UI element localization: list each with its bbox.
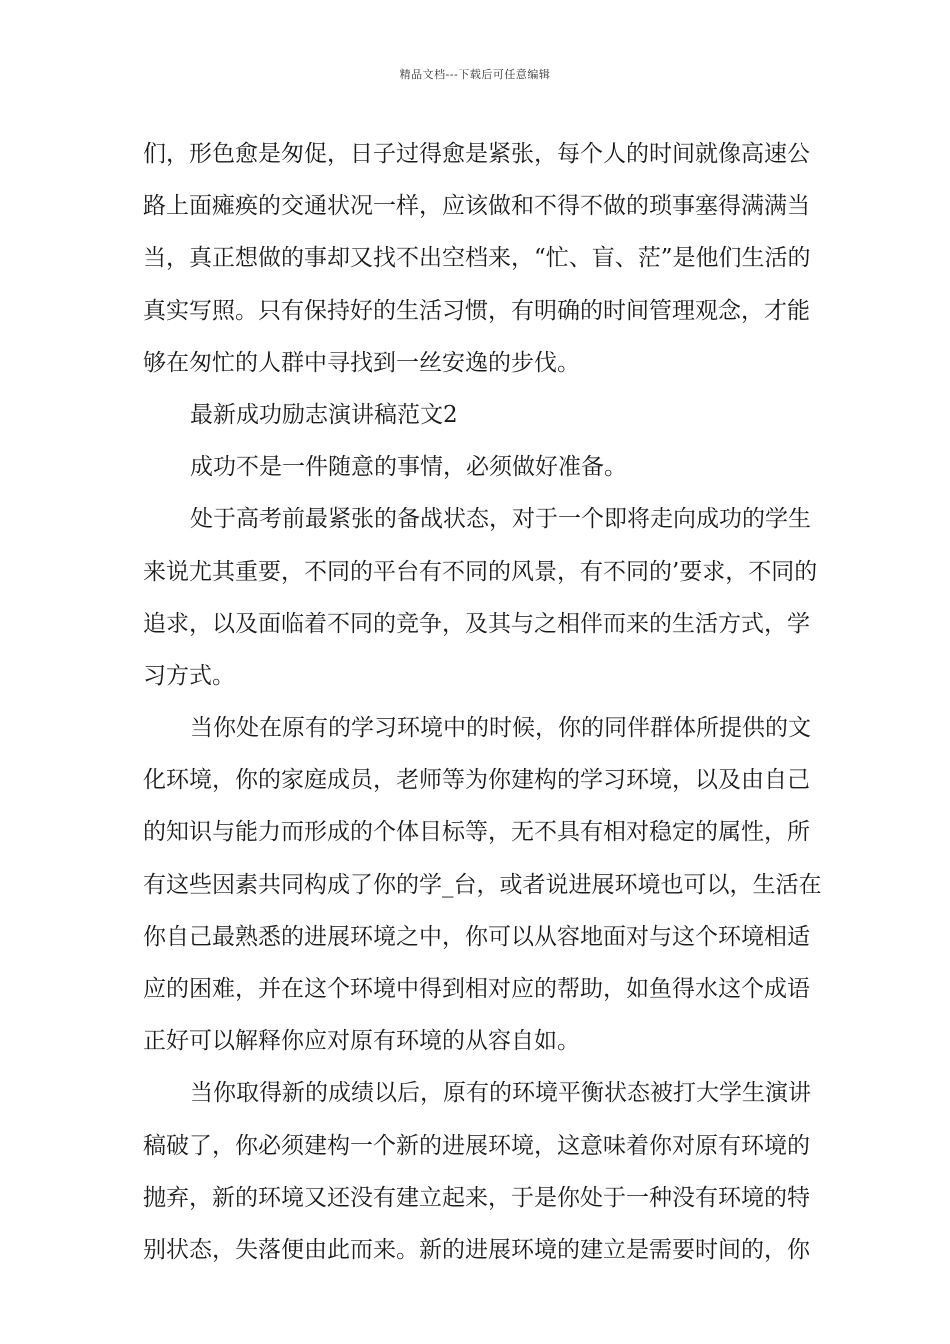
text-line: 追求，以及面临着不同的竞争，及其与之相伴而来的生活方式，学	[143, 610, 810, 637]
text-line: 当你取得新的成绩以后，原有的环境平衡状态被打大学生演讲	[190, 1080, 811, 1107]
text-line: 当你处在原有的学习环境中的时候，你的同伴群体所提供的文	[190, 715, 811, 742]
text-line: 抛弃，新的环境又还没有建立起来，于是你处于一种没有环境的特	[143, 1184, 810, 1211]
text-line: 有这些因素共同构成了你的学_台，或者说进展环境也可以，生活在	[143, 871, 822, 898]
text-line: 别状态，失落便由此而来。新的进展环境的建立是需要时间的，你	[143, 1236, 810, 1263]
text-line: 化环境，你的家庭成员，老师等为你建构的学习环境，以及由自己	[143, 767, 810, 794]
text-line: 正好可以解释你应对原有环境的从容自如。	[143, 1028, 580, 1055]
text-line: 稿破了，你必须建构一个新的进展环境，这意味着你对原有环境的	[143, 1132, 810, 1159]
text-line: 成功不是一件随意的事情，必须做好准备。	[190, 454, 627, 481]
text-line: 的知识与能力而形成的个体目标等，无不具有相对稳定的属性，所	[143, 819, 810, 846]
text-line: 习方式。	[143, 662, 235, 689]
text-line: 路上面瘫痪的交通状况一样，应该做和不得不做的琐事塞得满满当	[143, 193, 810, 220]
text-line: 处于高考前最紧张的备战状态，对于一个即将走向成功的学生	[190, 506, 811, 533]
text-line: 来说尤其重要，不同的平台有不同的风景，有不同的’要求，不同的	[143, 558, 818, 585]
text-line: 当，真正想做的事却又找不出空档来，“忙、盲、茫”是他们生活的	[143, 245, 811, 272]
text-line: 你自己最熟悉的进展环境之中，你可以从容地面对与这个环境相适	[143, 923, 810, 950]
text-line: 够在匆忙的人群中寻找到一丝安逸的步伐。	[143, 349, 580, 376]
text-line: 应的困难，并在这个环境中得到相对应的帮助，如鱼得水这个成语	[143, 976, 810, 1002]
page-header: 精品文档---下载后可任意编辑	[399, 68, 551, 81]
text-line: 们，形色愈是匆促，日子过得愈是紧张，每个人的时间就像高速公	[143, 141, 810, 167]
document-body	[143, 128, 822, 1276]
text-line: 真实写照。只有保持好的生活习惯，有明确的时间管理观念，才能	[143, 297, 810, 324]
section-heading: 最新成功励志演讲稿范文2	[190, 401, 458, 428]
